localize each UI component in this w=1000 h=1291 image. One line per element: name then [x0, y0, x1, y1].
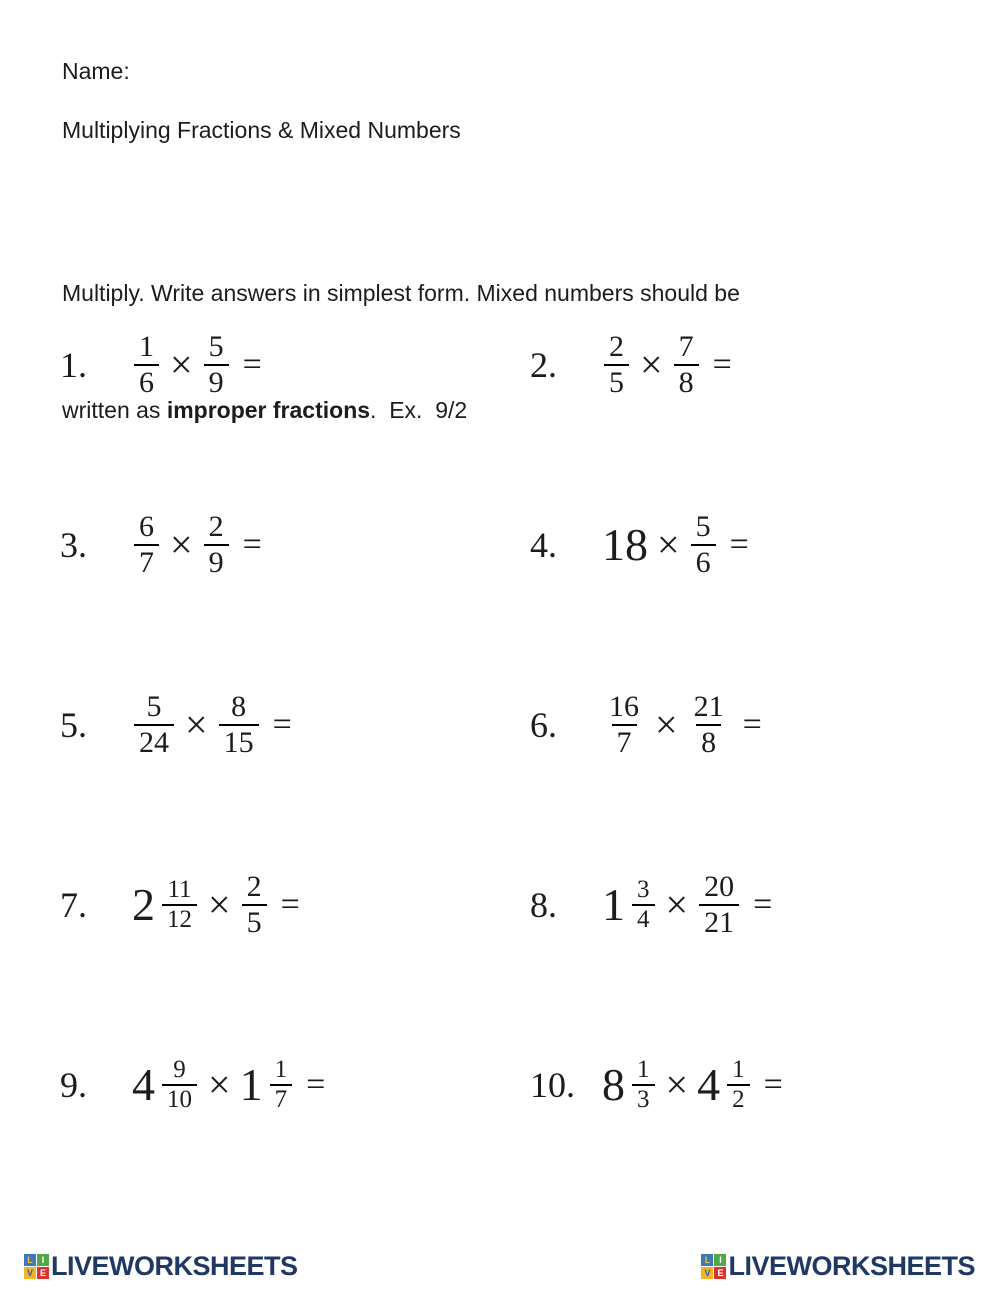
problem-expression [132, 330, 262, 399]
equals-sign: = [712, 346, 732, 383]
page-title: Multiplying Fractions & Mixed Numbers [62, 117, 461, 143]
whole-number: 1 [239, 1059, 263, 1110]
fraction [162, 876, 197, 934]
equals-sign: = [242, 526, 262, 563]
logo-letter-v: V [701, 1267, 713, 1279]
whole-number: 18 [602, 519, 648, 570]
logo-letter-i: I [37, 1254, 49, 1266]
mixed-number [132, 876, 199, 934]
problem-expression [602, 1056, 783, 1114]
problem-7 [60, 815, 530, 995]
numerator: 7 [678, 330, 694, 364]
numerator: 2 [609, 330, 624, 364]
problem-4 [530, 455, 1000, 635]
denominator: 7 [134, 544, 159, 580]
problem-expression [602, 330, 732, 399]
denominator: 4 [632, 904, 655, 934]
multiply-icon: × [208, 1062, 231, 1107]
numerator: 3 [637, 876, 650, 903]
problem-5 [60, 635, 530, 815]
multiply-icon: × [665, 1062, 689, 1107]
equals-sign: = [280, 886, 300, 923]
numerator: 16 [609, 690, 639, 724]
denominator: 2 [727, 1084, 750, 1114]
multiply-icon: × [185, 702, 208, 747]
whole-number: 2 [132, 879, 155, 930]
liveworksheets-logo-right [701, 1251, 975, 1282]
fraction [242, 870, 267, 939]
problem-number: 8. [530, 885, 557, 925]
fraction [604, 330, 629, 399]
numerator: 20 [704, 870, 735, 904]
problem-expression [602, 510, 749, 579]
problem-number: 2. [530, 345, 557, 385]
logo-letter-i: I [714, 1254, 726, 1266]
logo-letter-v: V [24, 1267, 36, 1279]
whole-number: 4 [132, 1059, 155, 1110]
denominator: 3 [632, 1084, 655, 1114]
problem-number: 1. [60, 345, 87, 385]
fraction [204, 330, 229, 399]
problem-expression [602, 870, 772, 939]
instructions-line2-prefix: written as [62, 397, 167, 423]
problem-1 [60, 275, 530, 455]
whole-number: 1 [602, 879, 625, 930]
multiply-icon: × [170, 342, 193, 387]
problem-expression [602, 690, 762, 759]
mixed-number [240, 1056, 295, 1114]
numerator: 5 [146, 690, 162, 724]
fraction [691, 510, 716, 579]
fraction [162, 1056, 197, 1114]
liveworksheets-wordmark: LIVEWORKSHEETS [728, 1251, 975, 1281]
equals-sign: = [753, 886, 773, 923]
multiply-icon: × [665, 882, 689, 927]
liveworksheets-icon [24, 1254, 49, 1279]
whole-number: 4 [697, 1059, 721, 1110]
denominator: 7 [270, 1084, 293, 1114]
equals-sign: = [763, 1066, 783, 1103]
denominator: 6 [691, 544, 716, 580]
fraction [219, 690, 259, 759]
equals-sign: = [742, 706, 762, 743]
numerator: 6 [139, 510, 154, 544]
denominator: 12 [162, 904, 197, 934]
problem-expression [132, 870, 300, 939]
denominator: 9 [204, 364, 229, 400]
problem-number: 3. [60, 525, 87, 565]
liveworksheets-wordmark: LIVEWORKSHEETS [51, 1251, 298, 1281]
numerator: 1 [274, 1056, 288, 1083]
problem-number: 9. [60, 1065, 87, 1105]
logo-letter-e: E [37, 1267, 49, 1279]
equals-sign: = [729, 526, 749, 563]
problem-number: 10. [530, 1065, 575, 1105]
numerator: 1 [732, 1056, 745, 1083]
fraction [134, 330, 159, 399]
denominator: 8 [674, 364, 699, 400]
denominator: 6 [134, 364, 159, 400]
numerator: 2 [246, 870, 262, 904]
fraction [674, 330, 699, 399]
fraction [134, 510, 159, 579]
numerator: 9 [173, 1056, 186, 1083]
denominator: 5 [604, 364, 629, 400]
denominator: 24 [134, 724, 174, 760]
numerator: 5 [208, 330, 224, 364]
fraction [689, 690, 729, 759]
problem-expression [132, 510, 262, 579]
mixed-number [132, 1056, 199, 1114]
mixed-number [602, 876, 657, 934]
multiply-icon: × [170, 522, 193, 567]
problems-grid [60, 275, 1000, 1175]
multiply-icon: × [655, 702, 678, 747]
problem-2 [530, 275, 1000, 455]
numerator: 8 [231, 690, 247, 724]
denominator: 9 [204, 544, 229, 580]
fraction [632, 1056, 655, 1114]
fraction [270, 1056, 293, 1114]
denominator: 10 [162, 1084, 197, 1114]
equals-sign: = [242, 346, 262, 383]
logo-letter-l: L [701, 1254, 713, 1266]
problem-number: 5. [60, 705, 87, 745]
denominator: 5 [242, 904, 267, 940]
problem-number: 4. [530, 525, 557, 565]
liveworksheets-icon [701, 1254, 726, 1279]
fraction [699, 870, 739, 939]
problem-number: 6. [530, 705, 557, 745]
fraction [134, 690, 174, 759]
numerator: 2 [208, 510, 224, 544]
name-label: Name: [62, 58, 130, 84]
instructions-line2-suffix: . Ex. 9/2 [370, 397, 468, 423]
problem-10 [530, 995, 1000, 1175]
fraction [727, 1056, 750, 1114]
logo-letter-l: L [24, 1254, 36, 1266]
fraction [632, 876, 655, 934]
fraction [604, 690, 644, 759]
whole-number: 8 [602, 1059, 625, 1110]
multiply-icon: × [640, 342, 663, 387]
denominator: 7 [612, 724, 637, 760]
problem-9 [60, 995, 530, 1175]
liveworksheets-logo-left [24, 1251, 298, 1282]
problem-6 [530, 635, 1000, 815]
multiply-icon: × [208, 882, 231, 927]
equals-sign: = [272, 706, 292, 743]
denominator: 15 [219, 724, 259, 760]
mixed-number [697, 1056, 752, 1114]
logo-letter-e: E [714, 1267, 726, 1279]
problem-expression [132, 1056, 325, 1114]
problem-number: 7. [60, 885, 87, 925]
problem-expression [132, 690, 292, 759]
numerator: 21 [693, 690, 724, 724]
denominator: 21 [699, 904, 739, 940]
problem-3 [60, 455, 530, 635]
instructions-bold-text: improper fractions [166, 397, 371, 423]
multiply-icon: × [657, 522, 680, 567]
instructions-line1: Multiply. Write answers in simplest form. Mixed numbers should be [62, 280, 740, 306]
fraction [204, 510, 229, 579]
problem-8 [530, 815, 1000, 995]
equals-sign: = [306, 1066, 326, 1103]
numerator: 5 [695, 510, 711, 544]
numerator: 11 [167, 876, 192, 903]
numerator: 1 [139, 330, 154, 364]
denominator: 8 [696, 724, 721, 760]
mixed-number [602, 1056, 657, 1114]
numerator: 1 [637, 1056, 650, 1083]
